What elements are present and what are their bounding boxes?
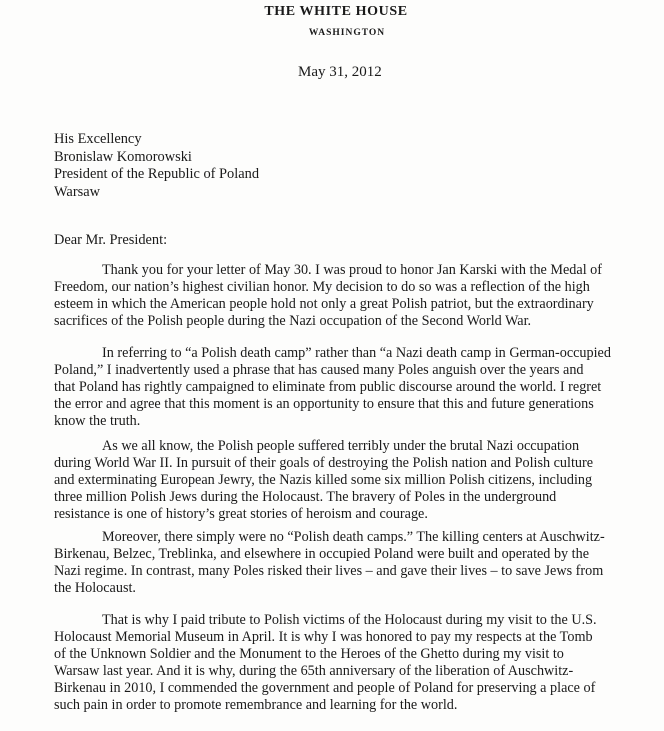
recipient-line: President of the Republic of Poland	[54, 166, 260, 182]
paragraph-line: Poland,” I inadvertently used a phrase that has caused many Poles anguish over the years and	[54, 362, 584, 378]
paragraph-line: esteem in which the American people hold not only a great Polish patriot, but the extraordinary	[54, 296, 594, 312]
paragraph-line: As we all know, the Polish people suffered terribly under the brutal Nazi occupation	[102, 438, 580, 454]
paragraph-line: Moreover, there simply were no “Polish death camps.” The killing centers at Auschwitz-	[102, 529, 605, 545]
paragraph	[54, 262, 654, 330]
letterhead-city: WASHINGTON	[308, 28, 386, 38]
paragraph	[54, 345, 654, 430]
paragraph-line: Holocaust Memorial Museum in April. It is why I was honored to pay my respects at the Tomb	[54, 629, 593, 645]
paragraph-line: That is why I paid tribute to Polish victims of the Holocaust during my visit to the U.S.	[102, 612, 597, 628]
paragraph-line: resistance is one of history’s great stories of heroism and courage.	[54, 506, 428, 522]
letterhead	[0, 4, 664, 38]
paragraph-line: sacrifices of the Polish people during the Nazi occupation of the Second World War.	[54, 313, 532, 329]
paragraph-line: and exterminating European Jewry, the Nazis killed some six million Polish citizens, including	[54, 472, 593, 488]
letter-date: May 31, 2012	[298, 64, 382, 80]
paragraph-line: such pain in order to promote remembrance and learning for the world.	[54, 697, 458, 713]
paragraph-line: of the Unknown Soldier and the Monument to the Heroes of the Ghetto during my visit to	[54, 646, 564, 662]
paragraph-line: Birkenau in 2010, I commended the government and people of Poland for preserving a place of	[54, 680, 596, 696]
paragraph	[54, 529, 654, 597]
paragraph-line: three million Polish Jews during the Holocaust. The bravery of Poles in the underground	[54, 489, 557, 505]
recipient-line: Bronislaw Komorowski	[54, 148, 192, 165]
paragraph-line: In referring to “a Polish death camp” rather than “a Nazi death camp in German-occupied	[102, 345, 611, 361]
paragraph-line: the error and agree that this moment is an opportunity to ensure that this and future generations	[54, 396, 594, 412]
paragraph-line: know the truth.	[54, 413, 141, 429]
paragraph-line: Warsaw last year. And it is why, during the 65th anniversary of the liberation of Auschwitz-	[54, 663, 574, 679]
paragraph-line: Birkenau, Belzec, Treblinka, and elsewhere in occupied Poland were built and operated by the	[54, 546, 590, 562]
recipient-line: His Excellency	[54, 131, 142, 147]
salutation: Dear Mr. President:	[54, 232, 168, 248]
recipient-address	[54, 131, 259, 201]
paragraph	[54, 438, 654, 523]
recipient-line: Warsaw	[54, 183, 100, 200]
paragraph	[54, 612, 654, 714]
paragraph-line: Freedom, our nation’s highest civilian honor. My decision to do so was a reflection of the high	[54, 279, 590, 295]
paragraph-line: the Holocaust.	[54, 580, 136, 596]
paragraph-line: Nazi regime. In contrast, many Poles risked their lives – and gave their lives – to save Jews from	[54, 563, 604, 579]
paragraph-line: that Poland has rightly campaigned to eliminate from public discourse around the world. I regret	[54, 379, 602, 395]
letterhead-title: THE WHITE HOUSE	[264, 4, 408, 19]
paragraph-line: during World War II. In pursuit of their goals of destroying the Polish nation and Polish culture	[54, 455, 593, 471]
paragraph-line: Thank you for your letter of May 30. I was proud to honor Jan Karski with the Medal of	[102, 262, 602, 278]
